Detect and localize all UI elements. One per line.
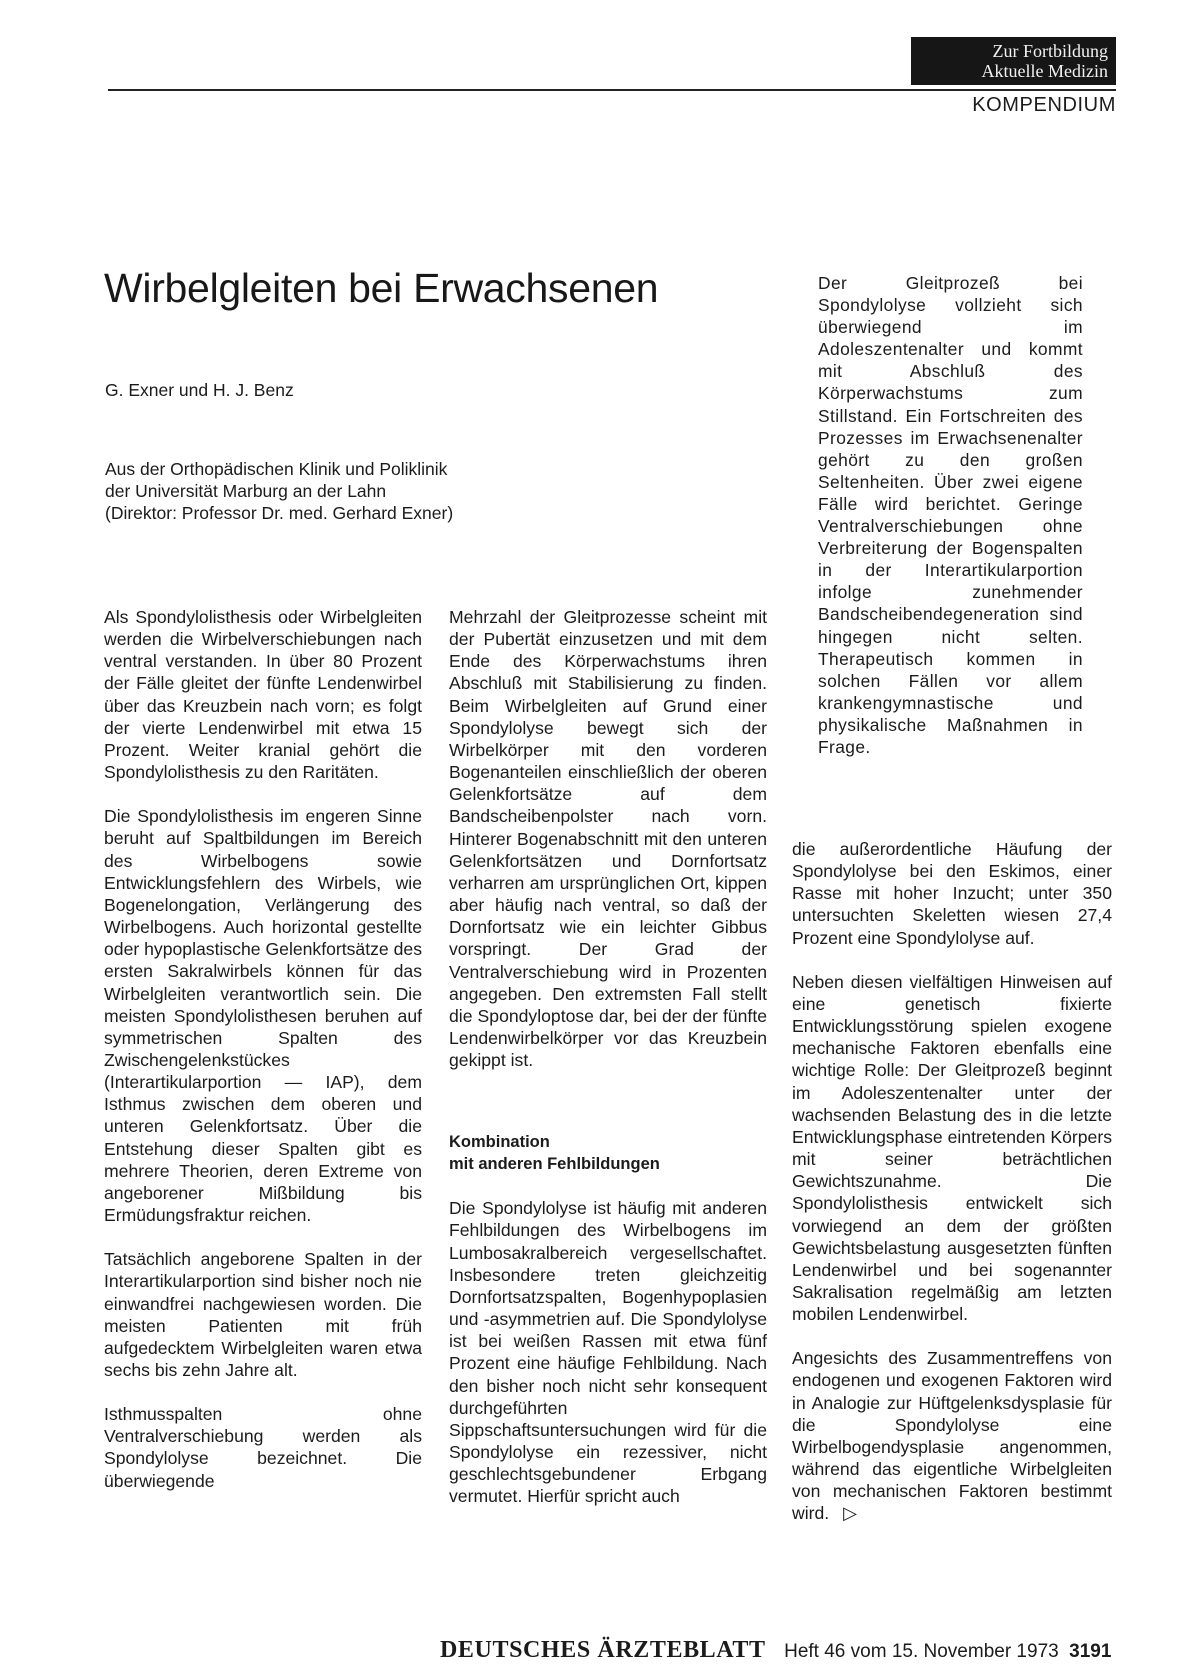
section-heading-line-1: Kombination bbox=[449, 1133, 550, 1152]
badge-line-1: Zur Fortbildung bbox=[992, 41, 1108, 61]
body-paragraph: Tatsächlich angeborene Spalten in der Interartikularportion sind bisher noch nie einwandfrei nachgewiesen worden. Die meisten Patienten mit früh aufgedecktem Wirbelgleiten waren etwa sechs bis zehn Jahre alt. bbox=[104, 1249, 422, 1380]
affiliation-line: (Direktor: Professor Dr. med. Gerhard Exner) bbox=[105, 503, 454, 523]
body-paragraph: Neben diesen vielfältigen Hinweisen auf eine genetisch fixierte Entwicklungsstörung spielen exogene mechanische Faktoren ebenfalls eine wichtige Rolle: Der Gleitprozeß beginnt im Adoleszentenalter unter der wachsenden Belastung des in die letzte Entwicklungsphase eintretenden Körpers mit seiner beträchtlichen Gewichtszunahme. Die Spondylolisthesis entwickelt sich vorwiegend an dem der größten Gewichtsbelastung ausgesetzten fünften Lendenwirbel und bei sogenannter Sakralisation regelmäßig am letzten mobilen Lendenwirbel. bbox=[792, 971, 1112, 1325]
body-paragraph: Als Spondylolisthesis oder Wirbelgleiten werden die Wirbelverschiebungen nach ventral verstanden. In über 80 Prozent der Fälle gleitet der fünfte Lendenwirbel über das Kreuzbein nach vorn; es folgt der vierte Lendenwirbel mit etwa 15 Prozent. Weiter kranial gehört die Spondylolisthesis zu den Raritäten. bbox=[104, 607, 422, 783]
article-abstract: Der Gleitprozeß bei Spondylolyse vollzieht sich überwiegend im Adoleszentenalter und kommt mit Abschluß des Körperwachstums zum Stillstand. Ein Fortschreiten des Prozesses im Erwachsenenalter gehört zu den großen Seltenheiten. Über zwei eigene Fälle wird berichtet. Geringe Ventralverschiebungen ohne Verbreiterung der Bogenspalten in der Interartikularportion infolge zunehmender Bandscheibendegeneration sind hingegen nicht selten. Therapeutisch kommen in solchen Fällen vor allem krankengymnastische und physikalische Maßnahmen in Frage. bbox=[818, 273, 1083, 757]
body-paragraph: Die Spondylolisthesis im engeren Sinne beruht auf Spaltbildungen im Bereich des Wirbelbogens sowie Entwicklungsfehlern des Wirbels, wie Bogenelongation, Verlängerung des Wirbelbogens. Auch horizontal gestellte oder hypoplastische Gelenkfortsätze des ersten Sakralwirbels können für das Wirbelgleiten verantwortlich sein. Die meisten Spondylolisthesen beruhen auf symmetrischen Spalten des Zwischengelenkstückes (Interartikularportion — IAP), dem Isthmus zwischen dem oberen und unteren Gelenkfortsatz. Über die Entstehung dieser Spalten gibt es mehrere Theorien, deren Extreme von angeborener Mißbildung bis Ermüdungsfraktur reichen. bbox=[104, 806, 422, 1226]
body-paragraph: die außerordentliche Häufung der Spondylolyse bei den Eskimos, einer Rasse mit hoher Inzucht; unter 350 untersuchten Skeletten wiesen 27,4 Prozent eine Spondylolyse auf. bbox=[792, 839, 1112, 948]
page-footer bbox=[440, 1637, 1111, 1664]
issue-info: Heft 46 vom 15. November 1973 bbox=[784, 1641, 1059, 1662]
journal-name: DEUTSCHES ÄRZTEBLATT bbox=[440, 1637, 766, 1663]
article-title: Wirbelgleiten bei Erwachsenen bbox=[104, 265, 659, 312]
section-heading-line-2: mit anderen Fehlbildungen bbox=[449, 1155, 660, 1174]
body-paragraph: Die Spondylolyse ist häufig mit anderen Fehlbildungen des Wirbelbogens im Lumbosakralbereich vergesellschaftet. Insbesondere treten gleichzeitig Dornfortsatzspalten, Bogenhypoplasien und -asymmetrien auf. Die Spondylolyse ist bei weißen Rassen mit etwa fünf Prozent eine häufige Fehlbildung. Nach den bisher noch nicht sehr konsequent durchgeführten Sippschaftsuntersuchungen wird für die Spondylolyse ein rezessiver, nicht geschlechtsgebundener Erbgang vermutet. Hierfür spricht auch bbox=[449, 1198, 767, 1507]
body-column-2 bbox=[449, 606, 767, 1529]
article-authors: G. Exner und H. J. Benz bbox=[105, 380, 294, 400]
body-paragraph bbox=[792, 1347, 1112, 1524]
page-number: 3191 bbox=[1069, 1641, 1112, 1662]
badge-line-2: Aktuelle Medizin bbox=[981, 61, 1108, 81]
affiliation-line: der Universität Marburg an der Lahn bbox=[105, 481, 387, 501]
body-column-1 bbox=[104, 606, 422, 1514]
body-column-3 bbox=[792, 838, 1112, 1547]
section-label: KOMPENDIUM bbox=[972, 94, 1116, 116]
article-affiliation bbox=[105, 458, 453, 524]
section-heading bbox=[449, 1131, 767, 1175]
continue-arrow-icon: ▷ bbox=[843, 1503, 857, 1524]
header-rule bbox=[108, 89, 1116, 91]
body-paragraph: Mehrzahl der Gleitprozesse scheint mit der Pubertät einzusetzen und mit dem Ende des Körperwachstums ihren Abschluß mit Stabilisierung zu finden. Beim Wirbelgleiten auf Grund einer Spondylolyse bewegt sich der Wirbelkörper mit den vorderen Bogenanteilen einschließlich der oberen Gelenkfortsätze auf dem Bandscheibenpolster nach vorn. Hinterer Bogenabschnitt mit den unteren Gelenkfortsätzen und Dornfortsatz verharren am ursprünglichen Ort, kippen aber häufig nach ventral, so daß der Dornfortsatz wie ein leichter Gibbus vorspringt. Der Grad der Ventralverschiebung wird in Prozenten angegeben. Den extremsten Fall stellt die Spondyloptose dar, bei der der fünfte Lendenwirbelkörper vor das Kreuzbein gekippt ist. bbox=[449, 607, 767, 1071]
body-paragraph-text: Angesichts des Zusammentreffens von endogenen und exogenen Faktoren wird in Analogie zur Hüftgelenksdysplasie für die Spondylolyse eine Wirbelbogendysplasie angenommen, während das eigentliche Wirbelgleiten von mechanischen Faktoren bestimmt wird. bbox=[792, 1348, 1112, 1524]
section-badge bbox=[911, 37, 1116, 85]
body-paragraph: Isthmusspalten ohne Ventralverschiebung werden als Spondylolyse bezeichnet. Die überwiegende bbox=[104, 1404, 422, 1491]
affiliation-line: Aus der Orthopädischen Klinik und Poliklinik bbox=[105, 459, 448, 479]
